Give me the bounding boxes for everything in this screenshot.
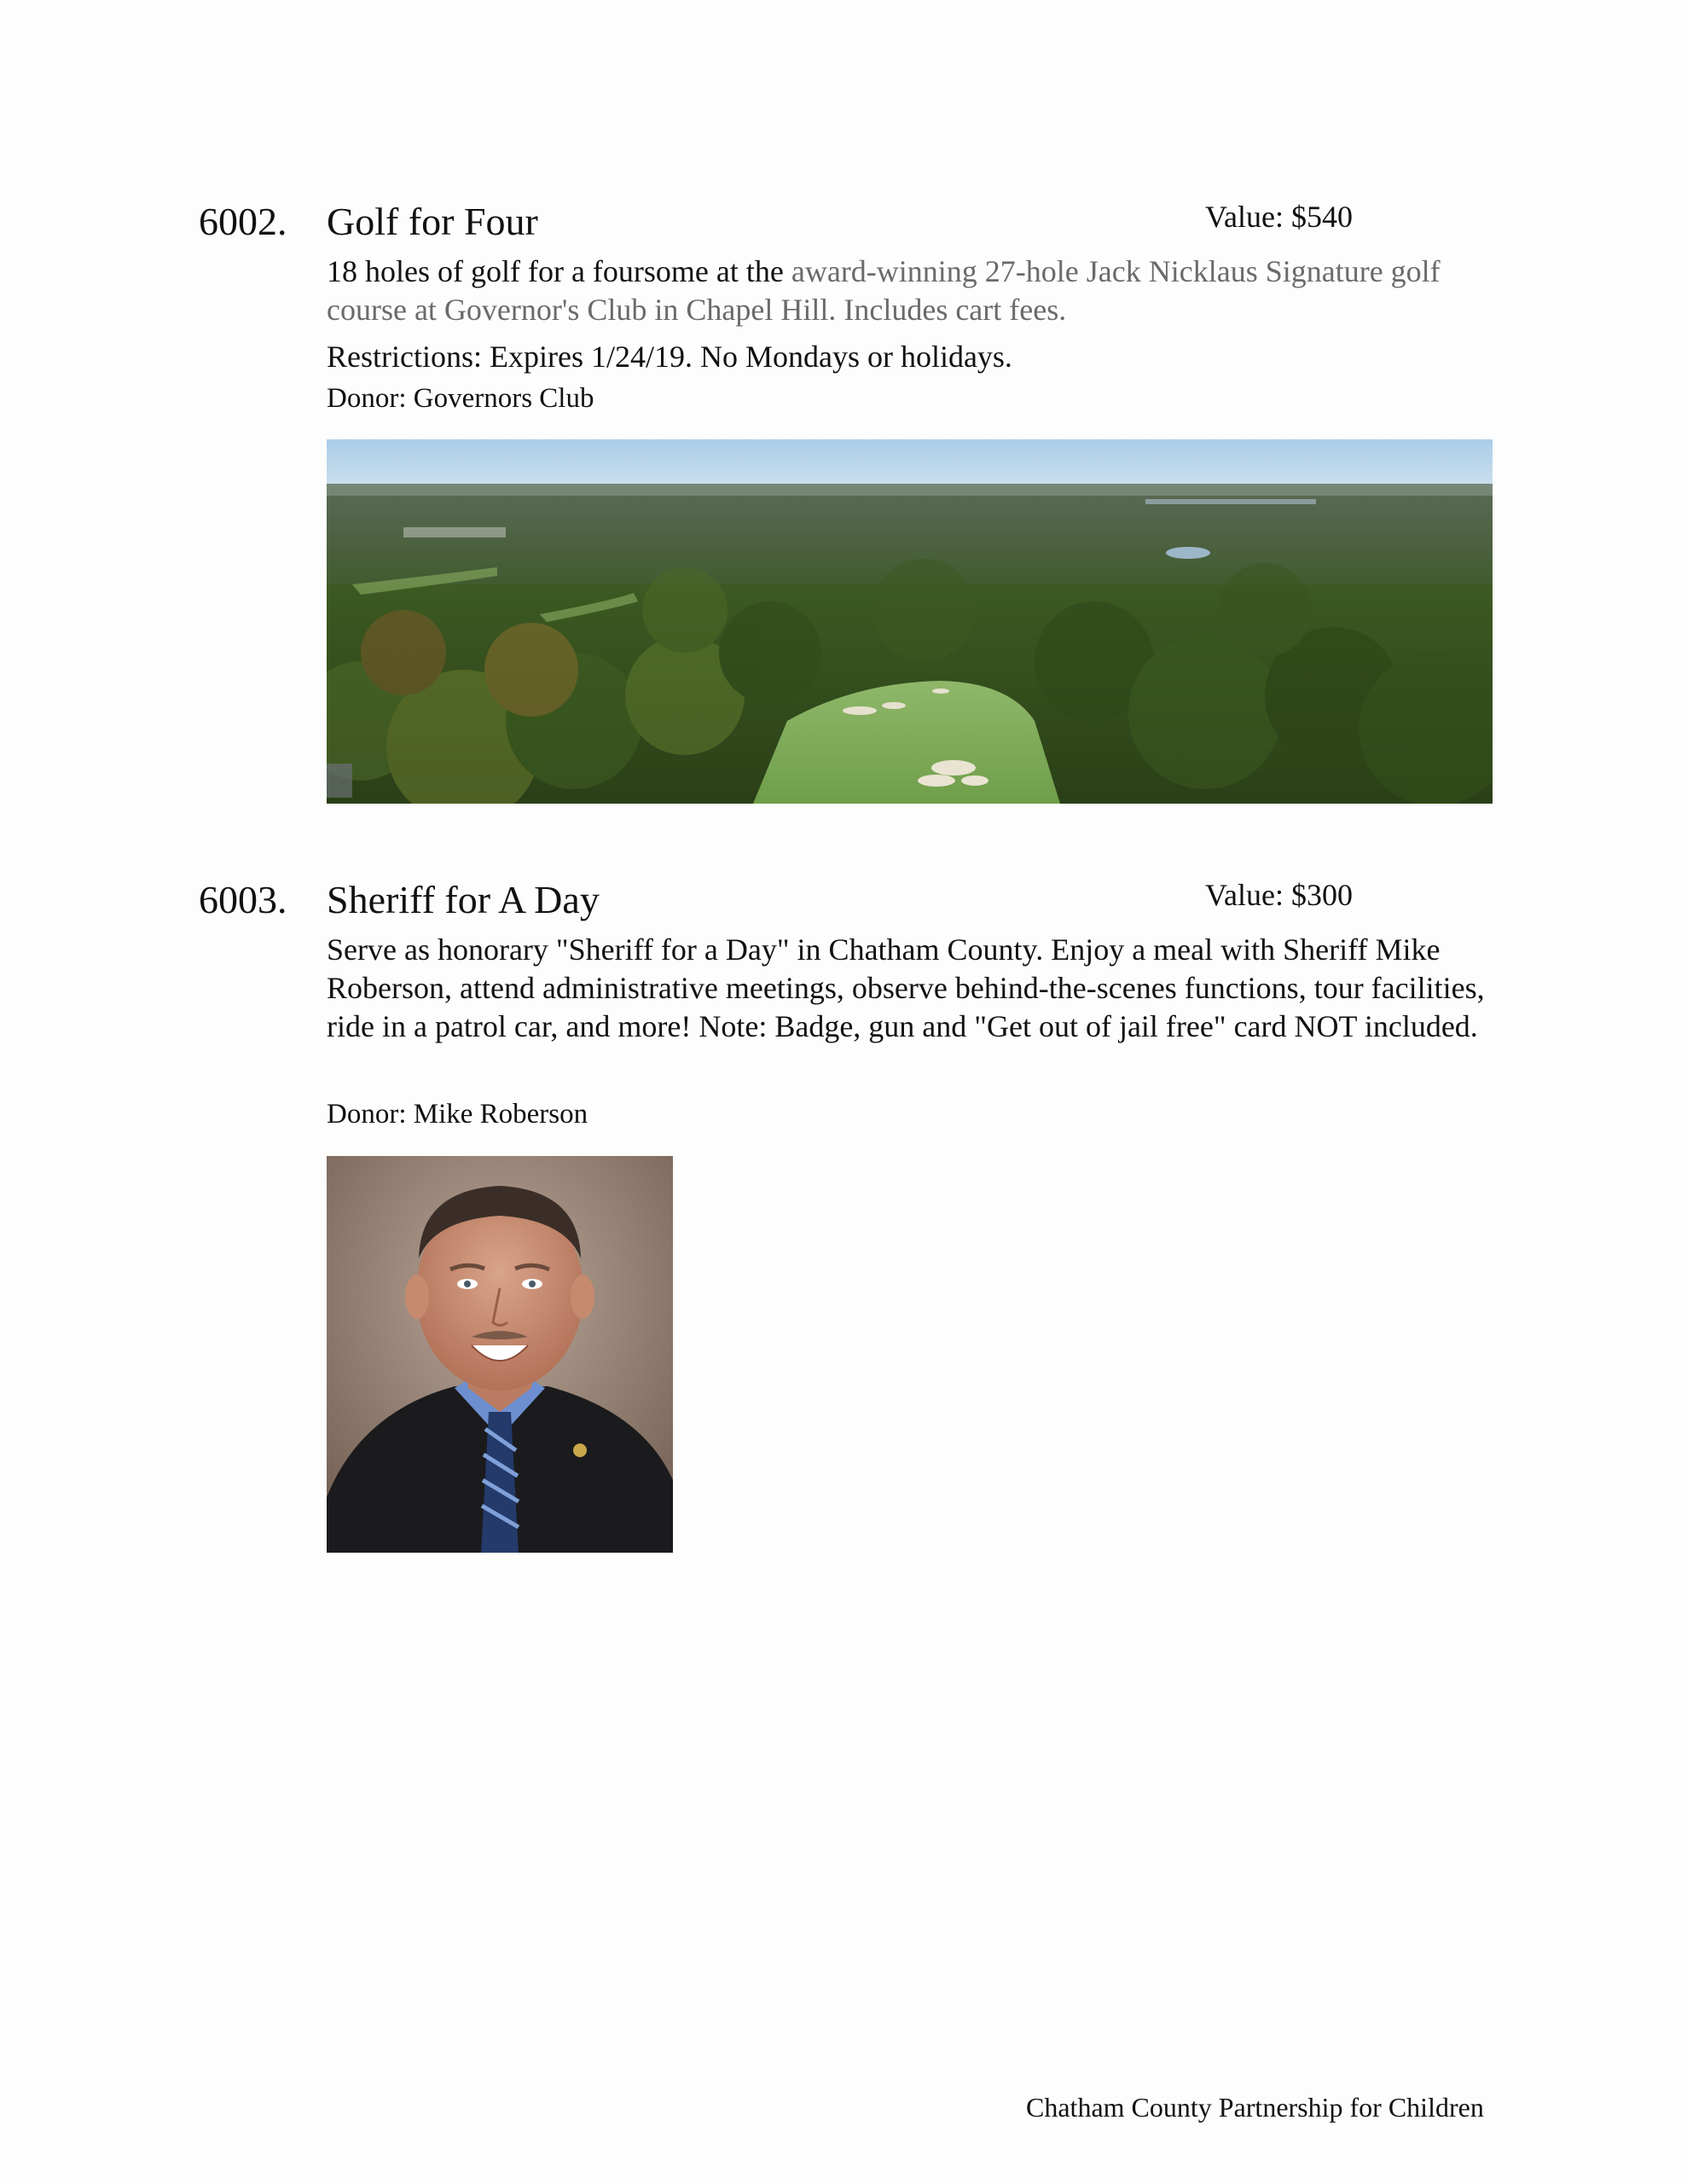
description-highlight-text: award-winning 27-hole Jack Nicklaus Signature golf course at Governor's Club in Chapel Hill. Includes cart fees. [327,254,1441,327]
item-donor: Donor: Governors Club [327,383,594,414]
golf-course-aerial-photo [327,439,1493,804]
item-title: Golf for Four [327,200,538,243]
item-value: Value: $300 [1205,878,1353,912]
item-number: 6003. [199,878,287,921]
footer-organization: Chatham County Partnership for Children [1026,2092,1484,2123]
item-number: 6002. [199,200,287,243]
item-description: Serve as honorary "Sheriff for a Day" in Chatham County. Enjoy a meal with Sheriff Mike Roberson, attend administrative meetings, observe behind-the-scenes functions, tour facilities, ride in a patrol car, and more! Note: Badge, gun and "Get out of jail free" card NOT included. [327,932,1485,1043]
description-text: 18 holes of golf for a foursome at the [327,254,784,288]
item-donor: Donor: Mike Roberson [327,1099,588,1130]
sheriff-portrait-photo [327,1156,673,1553]
item-description [327,253,1504,329]
item-value: Value: $540 [1205,200,1353,234]
item-restrictions: Restrictions: Expires 1/24/19. No Mondays or holidays. [327,340,1012,374]
item-title: Sheriff for A Day [327,878,600,921]
